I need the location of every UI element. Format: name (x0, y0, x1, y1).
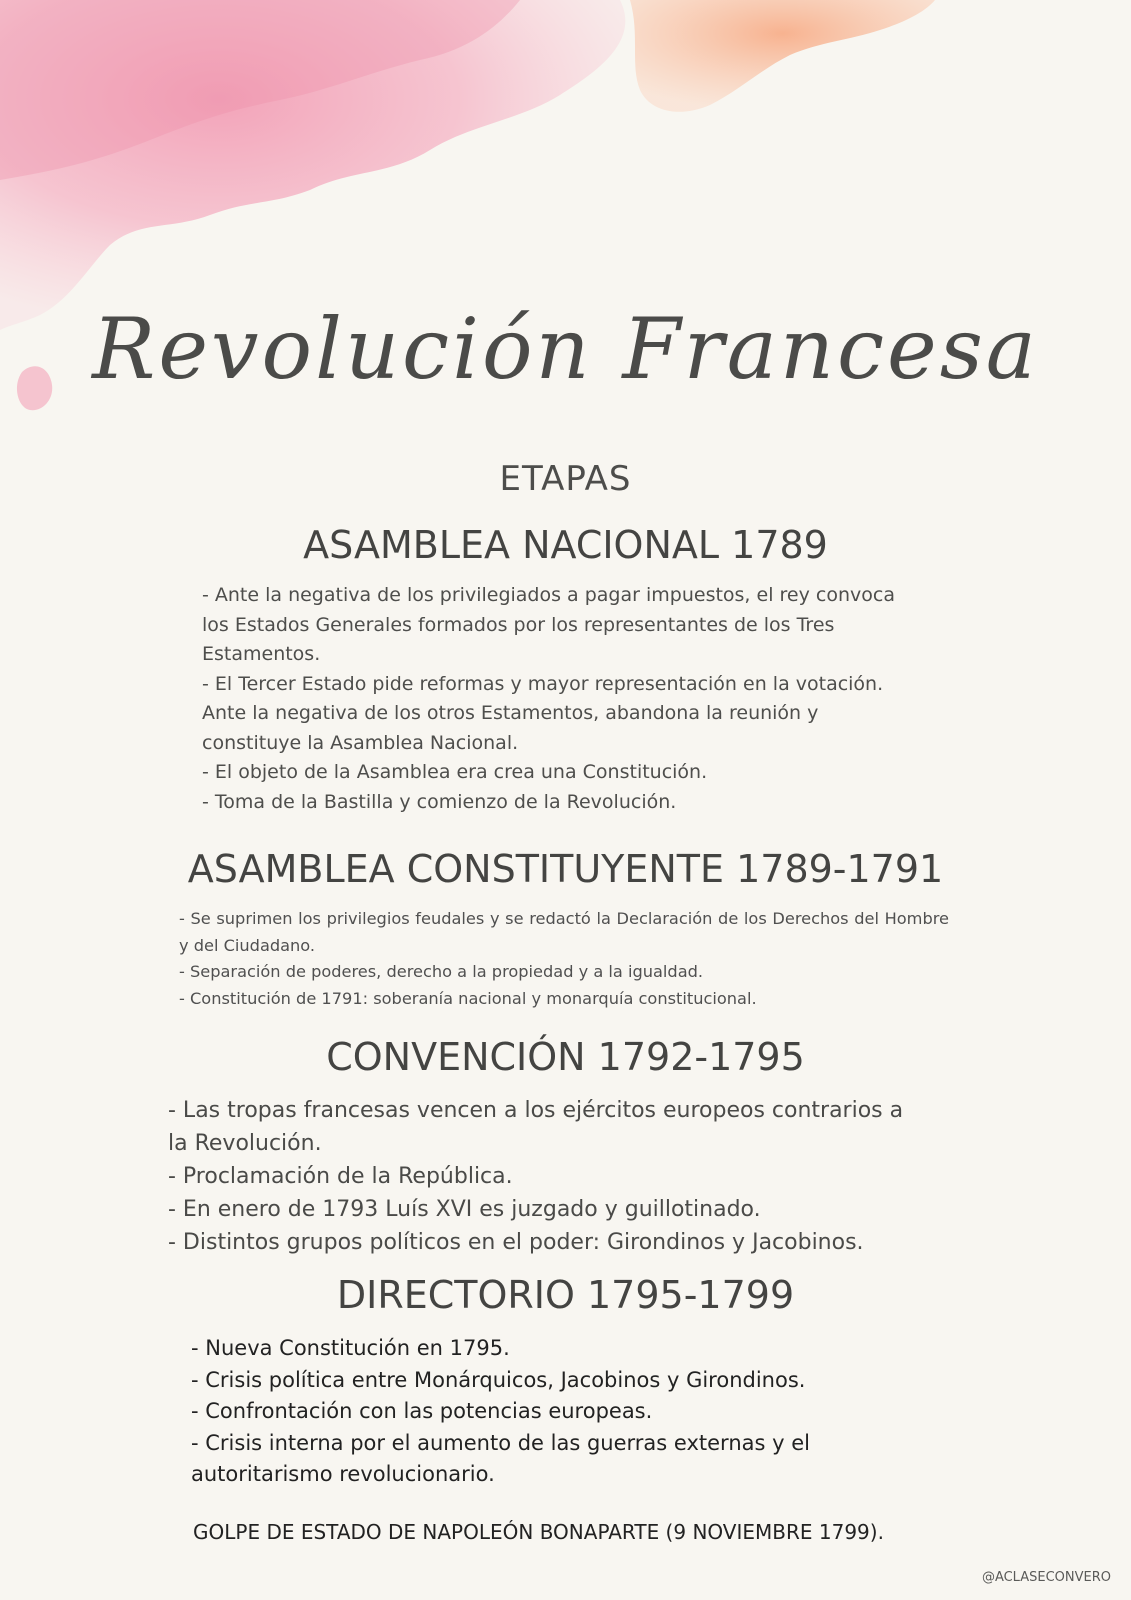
list-item: - El Tercer Estado pide reformas y mayor representación en la votación. Ante la negativa de los otros Estamentos, abandona la reunión y constituye la Asamblea Nacional. (202, 672, 884, 754)
list-item: - El objeto de la Asamblea era crea una Constitución. (202, 761, 708, 783)
list-directorio (191, 1333, 891, 1491)
heading-asamblea-constituyente: ASAMBLEA CONSTITUYENTE 1789-1791 (187, 847, 944, 891)
list-item: - Ante la negativa de los privilegiados a pagar impuestos, el rey convoca los Estados Generales formados por los representantes de los Tres Estamentos. (202, 584, 895, 665)
list-asamblea-nacional (202, 581, 922, 817)
list-item: - Proclamación de la República. (168, 1164, 513, 1189)
list-item: - En enero de 1793 Luís XVI es juzgado y guillotinado. (168, 1197, 761, 1222)
list-item: - Toma de la Bastilla y comienzo de la Revolución. (202, 790, 677, 813)
list-item: - Distintos grupos políticos en el poder: Girondinos y Jacobinos. (168, 1230, 864, 1255)
list-item: - Crisis política entre Monárquicos, Jacobinos y Girondinos. (191, 1367, 806, 1392)
page-title: Revolución Francesa (92, 300, 1039, 398)
list-item: - Constitución de 1791: soberanía nacional y monarquía constitucional. (179, 988, 757, 1008)
author-handle: @ACLASECONVERO (981, 1570, 1111, 1585)
list-item: - Las tropas francesas vencen a los ejércitos europeos contrarios a la Revolución. (168, 1098, 904, 1156)
list-item: - Crisis interna por el aumento de las guerras externas y el autoritarismo revolucionario. (191, 1430, 810, 1486)
section-subtitle: ETAPAS (499, 459, 632, 499)
list-item: - Separación de poderes, derecho a la propiedad y a la igualdad. (179, 962, 704, 981)
list-asamblea-constituyente (179, 906, 949, 1012)
list-item: - Nueva Constitución en 1795. (191, 1336, 510, 1360)
list-item: - Confrontación con las potencias europeas. (191, 1399, 653, 1423)
list-convencion (168, 1094, 928, 1259)
heading-asamblea-nacional: ASAMBLEA NACIONAL 1789 (303, 523, 828, 567)
heading-convencion: CONVENCIÓN 1792-1795 (326, 1035, 805, 1079)
closing-statement: GOLPE DE ESTADO DE NAPOLEÓN BONAPARTE (9 NOVIEMBRE 1799). (193, 1520, 884, 1544)
list-item: - Se suprimen los privilegios feudales y se redactó la Declaración de los Derechos del Hombre y del Ciudadano. (179, 909, 949, 955)
heading-directorio: DIRECTORIO 1795-1799 (336, 1273, 795, 1317)
